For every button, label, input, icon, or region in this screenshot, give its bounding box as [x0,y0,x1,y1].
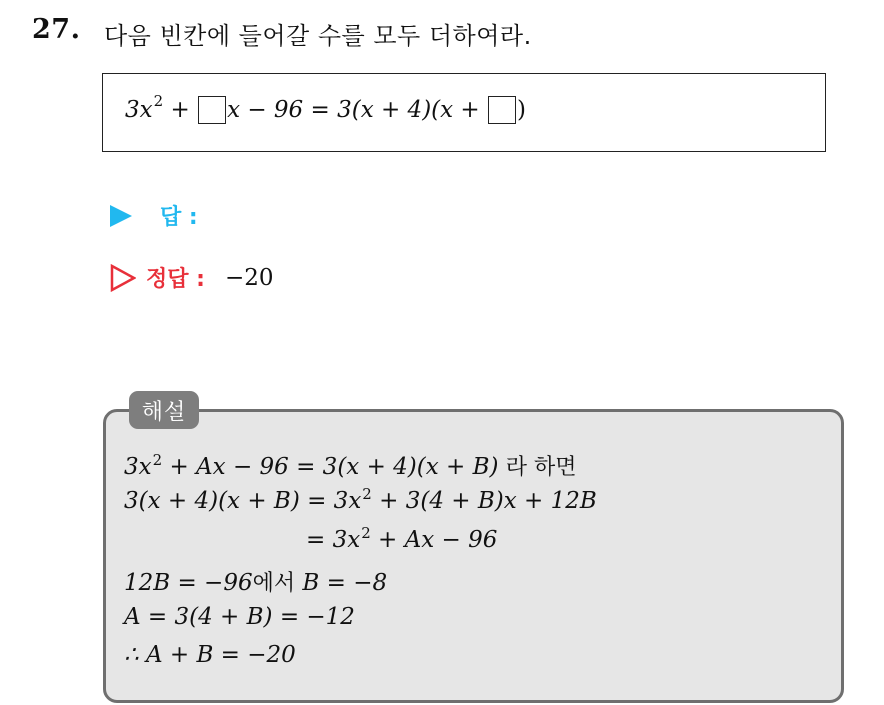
explanation-line-1 [124,450,577,481]
answer-row [110,200,198,231]
line-2-math-b: + 3(4 + B)x + 12B [371,488,597,514]
line-2-exponent: 2 [362,485,372,503]
question-text: 다음 빈칸에 들어갈 수를 모두 더하여라. [104,22,532,50]
blank-box-2[interactable] [488,96,516,124]
line-1-math-b: + Ax − 96 = 3(x + 4)(x + B) [162,454,506,480]
line-4-text: 에서 [252,571,296,596]
line-4-math-a: 12B = −96 [124,570,253,596]
line-2-math-a: 3(x + 4)(x + B) = 3x [124,488,362,514]
equation-part-3: x − 96 = 3(x + 4)(x + [227,97,488,123]
line-3-math-b: + Ax − 96 [370,527,498,553]
correct-answer-label: 정답 : [146,267,205,292]
correct-answer-value: −20 [224,264,274,291]
line-3-math-a: = 3x [306,527,361,553]
equation [125,92,526,124]
blank-box-1[interactable] [198,96,226,124]
equation-part-2: + [163,97,198,123]
equation-exponent: 2 [153,92,164,110]
explanation-line-2 [124,485,597,514]
line-6-math-a: ∴ A + B = −20 [124,642,296,668]
line-4-math-b: B = −8 [295,570,388,596]
answer-label: 답 : [160,205,198,230]
equation-box [102,73,826,152]
explanation-line-6 [124,642,296,668]
explanation-line-5 [124,604,355,630]
line-1-math-a: 3x [124,454,152,480]
outline-triangle-right-icon [110,264,136,292]
line-3-exponent: 2 [361,524,371,542]
correct-answer-row [110,262,274,293]
question-number: 27. [32,14,81,45]
explanation-line-4 [124,566,387,597]
equation-part-1: 3x [125,97,153,123]
filled-triangle-right-icon [110,205,132,227]
line-1-text: 라 하면 [505,455,577,480]
line-5-math-a: A = 3(4 + B) = −12 [124,604,355,630]
explanation-line-3 [306,524,498,553]
explanation-tag: 해설 [129,391,199,429]
line-1-exponent: 2 [152,451,163,469]
equation-part-4: ) [517,97,526,123]
